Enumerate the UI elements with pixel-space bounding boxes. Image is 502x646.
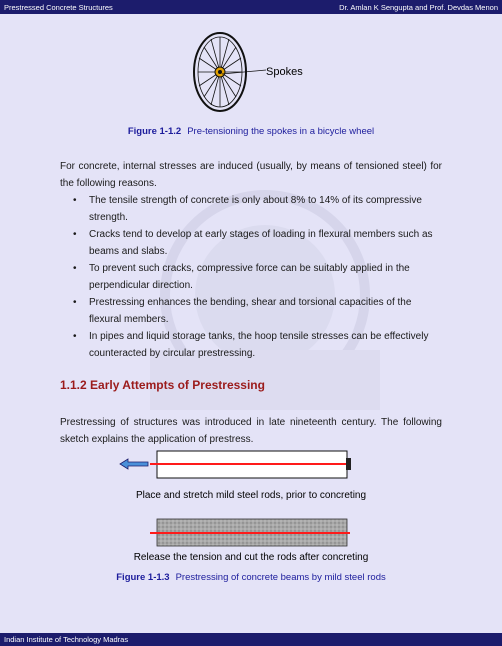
figure-number: Figure 1-1.3 [116, 572, 170, 583]
spokes-label: Spokes [266, 66, 303, 78]
sketch-1-caption: Place and stretch mild steel rods, prior to concreting [135, 490, 367, 501]
header-course-title: Prestressed Concrete Structures [4, 2, 113, 12]
figure-number: Figure 1-1.2 [127, 126, 182, 137]
concrete-beam-sketch [110, 518, 360, 548]
section-paragraph: Prestressing of structures was introduced in late nineteenth century. The following sketch explains the application of prestress. [60, 417, 442, 445]
list-item: • Cracks tend to develop at early stages of loading in flexural members such as beams and slabs. [60, 226, 440, 260]
page-footer [0, 633, 502, 646]
pull-arrow-icon [120, 459, 148, 469]
list-item: • The tensile strength of concrete is only about 8% to 14% of its compressive strength. [60, 192, 440, 226]
list-item: • In pipes and liquid storage tanks, the hoop tensile stresses can be effectively counteracted by circular prestressing. [60, 328, 440, 362]
spokes-pointer-line [220, 62, 270, 82]
figure-1-1-3-caption [0, 572, 502, 583]
figure-caption-text: Pre-tensioning the spokes in a bicycle wheel [187, 126, 375, 137]
stretched-rod-sketch [110, 450, 360, 480]
intro-paragraph: For concrete, internal stresses are induced (usually, by means of tensioned steel) for the following reasons. [60, 161, 442, 189]
sketch-2-caption: Release the tension and cut the rods after concreting [133, 552, 369, 563]
reasons-list [60, 192, 440, 362]
list-item: • To prevent such cracks, compressive force can be suitably applied in the perpendicular direction. [60, 260, 440, 294]
figure-1-1-2-caption [0, 126, 502, 137]
page-header [0, 0, 502, 14]
section-heading: 1.1.2 Early Attempts of Prestressing [60, 378, 265, 392]
figure-caption-text: Prestressing of concrete beams by mild steel rods [175, 572, 386, 583]
footer-institute: Indian Institute of Technology Madras [4, 635, 129, 644]
header-authors: Dr. Amlan K Sengupta and Prof. Devdas Menon [339, 2, 498, 12]
list-item: • Prestressing enhances the bending, shear and torsional capacities of the flexural members. [60, 294, 440, 328]
